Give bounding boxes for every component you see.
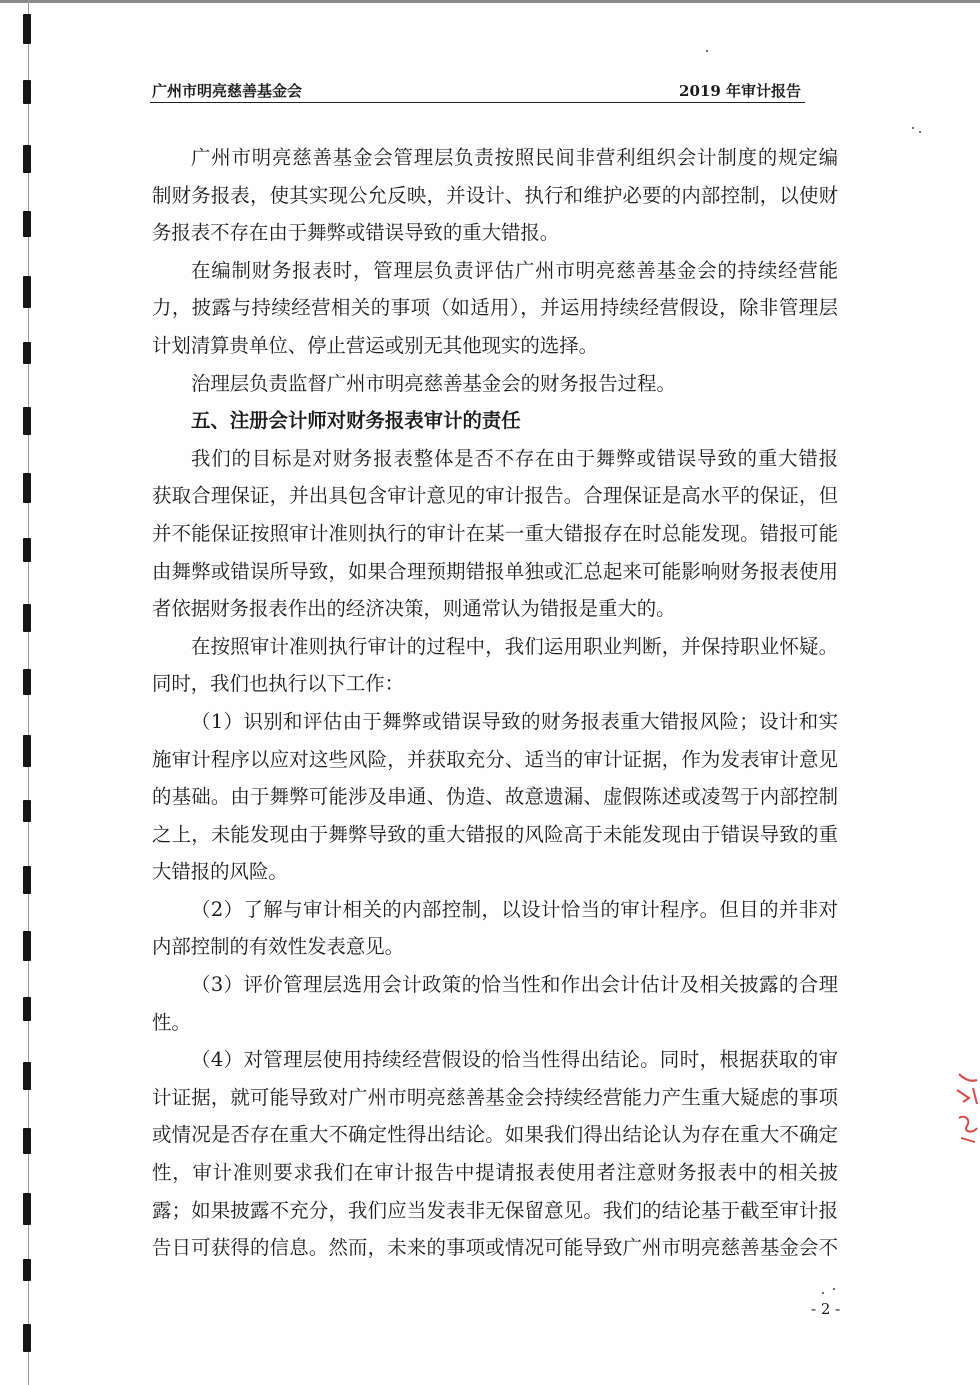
body-text-line: （4）对管理层使用持续经营假设的恰当性得出结论。同时，根据获取的审 bbox=[191, 1048, 838, 1072]
scan-speck bbox=[919, 131, 921, 133]
binding-mark bbox=[23, 80, 31, 104]
body-text-line: 性。 bbox=[152, 1010, 191, 1034]
body-text-line: 的基础。由于舞弊可能涉及串通、伪造、故意遗漏、虚假陈述或凌驾于内部控制 bbox=[152, 785, 838, 809]
binding-mark bbox=[23, 735, 31, 767]
binding-mark bbox=[23, 538, 31, 562]
header-report-title: 2019 年审计报告 bbox=[679, 82, 801, 100]
body-text-line: （1）识别和评估由于舞弊或错误导致的财务报表重大错报风险；设计和实 bbox=[191, 709, 838, 733]
binding-mark bbox=[23, 866, 31, 894]
paragraph bbox=[152, 365, 838, 403]
body-text-line: 计证据，就可能导致对广州市明亮慈善基金会持续经营能力产生重大疑虑的事项 bbox=[152, 1085, 838, 1109]
page-number: - 2 - bbox=[811, 1300, 841, 1318]
binding-mark bbox=[23, 1193, 31, 1225]
body-text-line: 获取合理保证，并出具包含审计意见的审计报告。合理保证是高水平的保证，但 bbox=[152, 484, 838, 508]
body-text-line: 由舞弊或错误所导致，如果合理预期错报单独或汇总起来可能影响财务报表使用 bbox=[152, 559, 838, 583]
binding-mark bbox=[23, 14, 31, 44]
list-item-paragraph bbox=[152, 966, 838, 1041]
body-text-line: 制财务报表，使其实现公允反映，并设计、执行和维护必要的内部控制，以使财 bbox=[152, 183, 838, 207]
binding-mark bbox=[23, 211, 31, 237]
body-text-line: 在编制财务报表时，管理层负责评估广州市明亮慈善基金会的持续经营能 bbox=[191, 258, 838, 282]
body-text-line: 广州市明亮慈善基金会管理层负责按照民间非营利组织会计制度的规定编 bbox=[191, 146, 838, 169]
body-text-line: 务报表不存在由于舞弊或错误导致的重大错报。 bbox=[152, 221, 560, 245]
paragraph bbox=[152, 628, 838, 703]
body-text-line: 并不能保证按照审计准则执行的审计在某一重大错报存在时总能发现。错报可能 bbox=[152, 521, 838, 545]
binding-mark bbox=[23, 800, 31, 822]
binding-mark bbox=[23, 473, 31, 503]
binding-marks bbox=[0, 0, 40, 1385]
scan-speck bbox=[822, 1292, 824, 1294]
body-text-line: 或情况是否存在重大不确定性得出结论。如果我们得出结论认为存在重大不确定 bbox=[152, 1123, 838, 1147]
list-item-paragraph bbox=[152, 891, 838, 966]
paragraph bbox=[152, 440, 838, 628]
binding-mark bbox=[23, 407, 31, 435]
red-seal-fragment bbox=[953, 1068, 980, 1148]
body-text-line: 之上，未能发现由于舞弊导致的重大错报的风险高于未能发现由于错误导致的重 bbox=[152, 822, 838, 846]
scan-speck bbox=[912, 127, 914, 129]
body-text-line: 力，披露与持续经营相关的事项（如适用），并运用持续经营假设，除非管理层 bbox=[152, 296, 838, 320]
body-text-line: 告日可获得的信息。然而，未来的事项或情况可能导致广州市明亮慈善基金会不 bbox=[152, 1236, 838, 1260]
body-text-line: 者依据财务报表作出的经济决策，则通常认为错报是重大的。 bbox=[152, 597, 676, 621]
list-item-paragraph bbox=[152, 1041, 838, 1267]
binding-mark bbox=[23, 669, 31, 695]
binding-mark bbox=[23, 1259, 31, 1281]
scan-speck bbox=[833, 1288, 835, 1290]
body-text-line: （2）了解与审计相关的内部控制，以设计恰当的审计程序。但目的并非对 bbox=[191, 897, 838, 921]
body-text-line: 治理层负责监督广州市明亮慈善基金会的财务报告过程。 bbox=[191, 371, 676, 395]
header-org-name: 广州市明亮慈善基金会 bbox=[152, 82, 303, 100]
binding-mark bbox=[23, 604, 31, 632]
binding-mark bbox=[23, 342, 31, 364]
binding-mark bbox=[23, 145, 31, 173]
body-text-line: 施审计程序以应对这些风险，并获取充分、适当的审计证据，作为发表审计意见 bbox=[152, 747, 838, 771]
body-text-line: 内部控制的有效性发表意见。 bbox=[152, 935, 405, 959]
paragraph bbox=[152, 139, 838, 252]
binding-mark bbox=[23, 1324, 31, 1352]
body-text-line: 性，审计准则要求我们在审计报告中提请报表使用者注意财务报表中的相关披 bbox=[152, 1161, 838, 1185]
body-text-line: 我们的目标是对财务报表整体是否不存在由于舞弊或错误导致的重大错报 bbox=[191, 446, 838, 470]
body-text-line: 露；如果披露不充分，我们应当发表非无保留意见。我们的结论基于截至审计报 bbox=[152, 1198, 838, 1222]
body-text-line: （3）评价管理层选用会计政策的恰当性和作出会计估计及相关披露的合理 bbox=[191, 973, 838, 997]
body-text-line: 在按照审计准则执行审计的过程中，我们运用职业判断，并保持职业怀疑。 bbox=[191, 634, 838, 658]
scan-top-edge bbox=[0, 0, 980, 3]
scan-speck bbox=[706, 50, 708, 52]
binding-mark bbox=[23, 1128, 31, 1154]
body-text-line: 计划清算贵单位、停止营运或别无其他现实的选择。 bbox=[152, 333, 598, 357]
list-item-paragraph bbox=[152, 703, 838, 891]
binding-mark bbox=[23, 931, 31, 961]
section-heading: 五、注册会计师对财务报表审计的责任 bbox=[191, 409, 521, 433]
document-body bbox=[152, 139, 838, 1267]
body-text-line: 大错报的风险。 bbox=[152, 860, 288, 884]
binding-mark bbox=[23, 997, 31, 1021]
page-header bbox=[150, 81, 805, 101]
paragraph bbox=[152, 252, 838, 365]
body-text-line: 同时，我们也执行以下工作： bbox=[152, 672, 405, 696]
binding-mark bbox=[23, 1062, 31, 1090]
header-rule bbox=[150, 102, 805, 103]
binding-mark bbox=[23, 276, 31, 308]
